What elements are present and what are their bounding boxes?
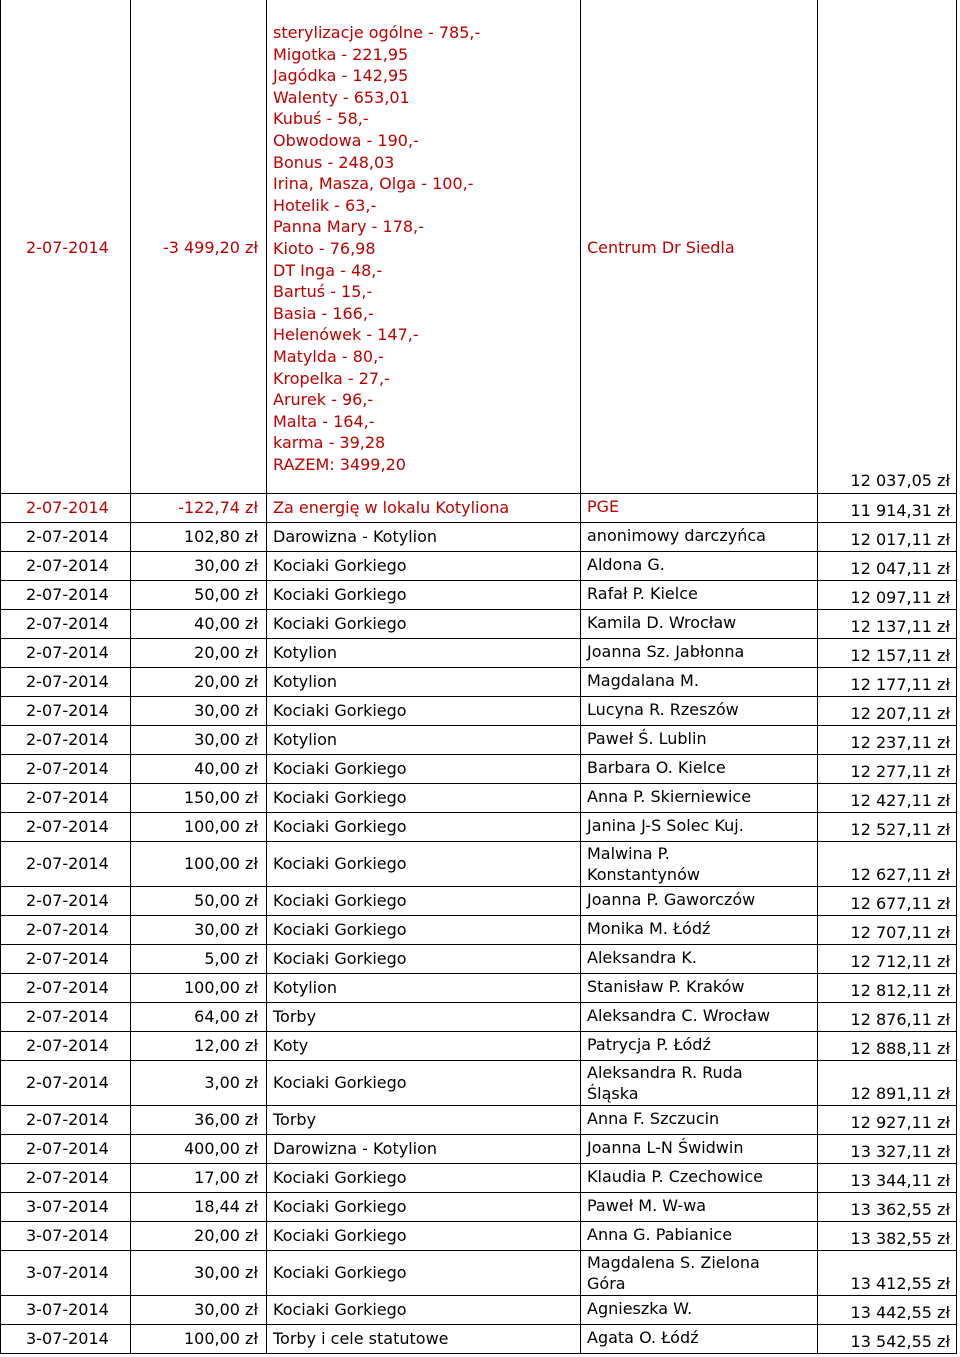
row-description: Kociaki Gorkiego [273, 1226, 407, 1245]
row-description: Kociaki Gorkiego [273, 854, 407, 873]
row-description: Kotylion [273, 672, 338, 691]
row-description: Torby i cele statutowe [273, 1329, 449, 1348]
row-donor: Aleksandra C. Wrocław [587, 1006, 771, 1025]
row-date: 2-07-2014 [26, 672, 109, 691]
row-date: 2-07-2014 [26, 891, 109, 910]
row-date: 2-07-2014 [26, 643, 109, 662]
row-balance: 12 677,11 zł [850, 894, 950, 913]
row-balance: 12 097,11 zł [850, 588, 950, 607]
row-description: Kociaki Gorkiego [273, 701, 407, 720]
expense-item: Bonus - 248,03 [273, 152, 395, 172]
row-date: 2-07-2014 [26, 1007, 109, 1026]
row-balance: 12 017,11 zł [850, 530, 950, 549]
row-amount: 20,00 zł [194, 643, 258, 662]
row-recipient: Centrum Dr Siedla [587, 238, 735, 257]
row-amount: -122,74 zł [178, 498, 258, 517]
row-amount: 102,80 zł [183, 527, 258, 546]
row-amount: 20,00 zł [194, 672, 258, 691]
row-donor: Paweł Ś. Lublin [587, 729, 707, 748]
row-date: 2-07-2014 [26, 759, 109, 778]
table-row-expense-summary [0, 0, 960, 493]
row-donor: Joanna Sz. Jabłonna [587, 642, 745, 661]
table-row [0, 1060, 960, 1105]
row-donor: Anna G. Pabianice [587, 1225, 733, 1244]
row-date: 2-07-2014 [26, 1073, 109, 1092]
row-description: Torby [273, 1007, 317, 1026]
row-amount: 18,44 zł [194, 1197, 258, 1216]
expense-item: Panna Mary - 178,- [273, 217, 424, 237]
expense-item: Irina, Masza, Olga - 100,- [273, 174, 474, 194]
row-description: Kociaki Gorkiego [273, 1197, 407, 1216]
expense-item: RAZEM: 3499,20 [273, 454, 406, 474]
row-description: Kotylion [273, 730, 338, 749]
expense-item: Hotelik - 63,- [273, 195, 377, 215]
row-balance: 13 442,55 zł [850, 1303, 950, 1322]
row-amount: 30,00 zł [194, 1300, 258, 1319]
row-date: 2-07-2014 [26, 920, 109, 939]
expense-item: Arurek - 96,- [273, 390, 374, 410]
row-balance: 12 137,11 zł [850, 617, 950, 636]
row-balance: 12 207,11 zł [850, 704, 950, 723]
row-description: Torby [273, 1110, 317, 1129]
row-description: Kociaki Gorkiego [273, 891, 407, 910]
row-donor: Janina J-S Solec Kuj. [587, 816, 744, 835]
row-balance: 12 157,11 zł [850, 646, 950, 665]
row-donor: Stanisław P. Kraków [587, 977, 745, 996]
row-amount: 30,00 zł [194, 730, 258, 749]
row-description: Kociaki Gorkiego [273, 920, 407, 939]
expense-item: Kropelka - 27,- [273, 368, 390, 388]
row-amount: -3 499,20 zł [162, 238, 258, 257]
row-description: Kociaki Gorkiego [273, 817, 407, 836]
row-balance: 12 277,11 zł [850, 762, 950, 781]
row-donor: Lucyna R. Rzeszów [587, 700, 739, 719]
table-row [0, 696, 960, 725]
row-balance: 12 712,11 zł [850, 952, 950, 971]
row-amount: 30,00 zł [194, 556, 258, 575]
expense-item: Walenty - 653,01 [273, 87, 410, 107]
row-balance: 12 427,11 zł [850, 791, 950, 810]
expense-item: karma - 39,28 [273, 433, 386, 453]
table-row [0, 551, 960, 580]
row-description: Kociaki Gorkiego [273, 1300, 407, 1319]
row-donor: Patrycja P. Łódź [587, 1035, 711, 1054]
row-description: Kociaki Gorkiego [273, 949, 407, 968]
row-description: Kociaki Gorkiego [273, 556, 407, 575]
row-amount: 40,00 zł [194, 614, 258, 633]
row-description: Kociaki Gorkiego [273, 614, 407, 633]
row-amount: 40,00 zł [194, 759, 258, 778]
table-row [0, 667, 960, 696]
row-description: Kociaki Gorkiego [273, 1168, 407, 1187]
table-row [0, 1031, 960, 1060]
row-date: 2-07-2014 [26, 817, 109, 836]
row-date: 2-07-2014 [26, 1110, 109, 1129]
row-description: Koty [273, 1036, 309, 1055]
row-donor: Magdalana M. [587, 671, 699, 690]
expense-item: Kioto - 76,98 [273, 238, 376, 258]
row-balance: 12 891,11 zł [850, 1084, 950, 1103]
row-donor: Magdalena S. Zielona [587, 1253, 760, 1272]
row-balance: 13 382,55 zł [850, 1229, 950, 1248]
row-balance: 13 542,55 zł [850, 1332, 950, 1351]
row-balance: 12 037,05 zł [850, 471, 950, 490]
row-balance: 12 812,11 zł [850, 981, 950, 1000]
row-balance: 12 047,11 zł [850, 559, 950, 578]
row-amount: 3,00 zł [204, 1073, 258, 1092]
table-row [0, 886, 960, 915]
table-row [0, 1250, 960, 1295]
row-amount: 30,00 zł [194, 1263, 258, 1282]
row-description: Kociaki Gorkiego [273, 1263, 407, 1282]
row-donor: Rafał P. Kielce [587, 584, 698, 603]
row-balance: 13 362,55 zł [850, 1200, 950, 1219]
row-donor: Barbara O. Kielce [587, 758, 726, 777]
expense-item: Migotka - 221,95 [273, 44, 409, 64]
row-donor: Malwina P. [587, 844, 670, 863]
table-row [0, 944, 960, 973]
expense-item: Kubuś - 58,- [273, 109, 369, 129]
table-row [0, 1295, 960, 1324]
row-date: 2-07-2014 [26, 498, 109, 517]
row-donor: Monika M. Łódź [587, 919, 711, 938]
row-date: 2-07-2014 [26, 701, 109, 720]
row-description: Kociaki Gorkiego [273, 585, 407, 604]
row-date: 2-07-2014 [26, 1036, 109, 1055]
table-row [0, 638, 960, 667]
expense-item: Obwodowa - 190,- [273, 130, 419, 150]
row-date: 3-07-2014 [26, 1263, 109, 1282]
row-date: 2-07-2014 [26, 614, 109, 633]
row-date: 3-07-2014 [26, 1226, 109, 1245]
row-donor: anonimowy darczyńca [587, 526, 766, 545]
expense-item: sterylizacje ogólne - 785,- [273, 23, 481, 42]
row-amount: 20,00 zł [194, 1226, 258, 1245]
row-amount: 100,00 zł [183, 1329, 258, 1348]
row-description: Kotylion [273, 978, 338, 997]
row-amount: 150,00 zł [183, 788, 258, 807]
expense-breakdown-list [273, 22, 480, 475]
row-donor: Śląska [587, 1084, 639, 1103]
table-row [0, 1221, 960, 1250]
row-balance: 12 707,11 zł [850, 923, 950, 942]
row-donor: Konstantynów [587, 865, 700, 884]
row-donor: Aldona G. [587, 555, 665, 574]
table-row [0, 580, 960, 609]
row-donor: Kamila D. Wrocław [587, 613, 737, 632]
row-balance: 13 344,11 zł [850, 1171, 950, 1190]
row-amount: 36,00 zł [194, 1110, 258, 1129]
row-donor: Anna F. Szczucin [587, 1109, 720, 1128]
row-date: 2-07-2014 [26, 556, 109, 575]
row-donor: Joanna L-N Świdwin [587, 1138, 744, 1157]
row-amount: 400,00 zł [183, 1139, 258, 1158]
table-row [0, 973, 960, 1002]
table-row [0, 725, 960, 754]
row-description: Kociaki Gorkiego [273, 1073, 407, 1092]
row-date: 2-07-2014 [26, 1168, 109, 1187]
row-balance: 13 327,11 zł [850, 1142, 950, 1161]
row-balance: 13 412,55 zł [850, 1274, 950, 1293]
row-description: Darowizna - Kotylion [273, 527, 438, 546]
row-amount: 30,00 zł [194, 920, 258, 939]
row-description: Kociaki Gorkiego [273, 788, 407, 807]
row-date: 2-07-2014 [26, 527, 109, 546]
row-date: 2-07-2014 [26, 978, 109, 997]
row-description: Kociaki Gorkiego [273, 759, 407, 778]
row-donor: PGE [587, 497, 620, 516]
row-date: 2-07-2014 [26, 949, 109, 968]
row-donor: Aleksandra R. Ruda [587, 1063, 743, 1082]
row-amount: 100,00 zł [183, 978, 258, 997]
row-balance: 12 237,11 zł [850, 733, 950, 752]
row-date: 3-07-2014 [26, 1300, 109, 1319]
table-row [0, 1002, 960, 1031]
row-amount: 30,00 zł [194, 701, 258, 720]
row-amount: 17,00 zł [194, 1168, 258, 1187]
row-amount: 100,00 zł [183, 817, 258, 836]
expense-item: Bartuś - 15,- [273, 282, 373, 302]
row-description: Kotylion [273, 643, 338, 662]
row-donor: Aleksandra K. [587, 948, 697, 967]
row-donor: Agnieszka W. [587, 1299, 693, 1318]
row-description: Za energię w lokalu Kotyliona [273, 498, 510, 517]
expense-item: Malta - 164,- [273, 411, 375, 431]
row-balance: 12 527,11 zł [850, 820, 950, 839]
table-row [0, 609, 960, 638]
row-donor: Agata O. Łódź [587, 1328, 699, 1347]
table-row [0, 915, 960, 944]
row-date: 3-07-2014 [26, 1197, 109, 1216]
expense-item: Helenówek - 147,- [273, 325, 419, 345]
row-balance: 12 888,11 zł [850, 1039, 950, 1058]
row-amount: 50,00 zł [194, 585, 258, 604]
row-balance: 12 927,11 zł [850, 1113, 950, 1132]
row-amount: 64,00 zł [194, 1007, 258, 1026]
table-row [0, 754, 960, 783]
table-row [0, 522, 960, 551]
row-amount: 12,00 zł [194, 1036, 258, 1055]
row-balance: 12 876,11 zł [850, 1010, 950, 1029]
row-balance: 12 627,11 zł [850, 865, 950, 884]
row-donor: Góra [587, 1274, 626, 1293]
table-row [0, 841, 960, 886]
table-row [0, 812, 960, 841]
row-date: 2-07-2014 [26, 854, 109, 873]
row-date: 2-07-2014 [26, 1139, 109, 1158]
row-amount: 100,00 zł [183, 854, 258, 873]
row-balance: 12 177,11 zł [850, 675, 950, 694]
row-date: 2-07-2014 [26, 238, 109, 257]
table-row [0, 493, 960, 522]
expense-item: Basia - 166,- [273, 303, 374, 323]
expense-item: DT Inga - 48,- [273, 260, 383, 280]
table-row [0, 1134, 960, 1163]
row-donor: Anna P. Skierniewice [587, 787, 752, 806]
row-donor: Joanna P. Gaworczów [587, 890, 756, 909]
row-amount: 5,00 zł [204, 949, 258, 968]
expense-item: Jagódka - 142,95 [273, 66, 409, 86]
row-description: Darowizna - Kotylion [273, 1139, 438, 1158]
row-date: 2-07-2014 [26, 788, 109, 807]
table-row [0, 1192, 960, 1221]
row-donor: Paweł M. W-wa [587, 1196, 707, 1215]
row-date: 2-07-2014 [26, 585, 109, 604]
row-date: 2-07-2014 [26, 730, 109, 749]
table-row [0, 1324, 960, 1353]
row-donor: Klaudia P. Czechowice [587, 1167, 764, 1186]
row-date: 3-07-2014 [26, 1329, 109, 1348]
row-balance: 11 914,31 zł [850, 501, 950, 520]
grid-line [0, 1353, 957, 1354]
table-row [0, 1105, 960, 1134]
table-row [0, 1163, 960, 1192]
expense-item: Matylda - 80,- [273, 346, 384, 366]
row-amount: 50,00 zł [194, 891, 258, 910]
table-row [0, 783, 960, 812]
